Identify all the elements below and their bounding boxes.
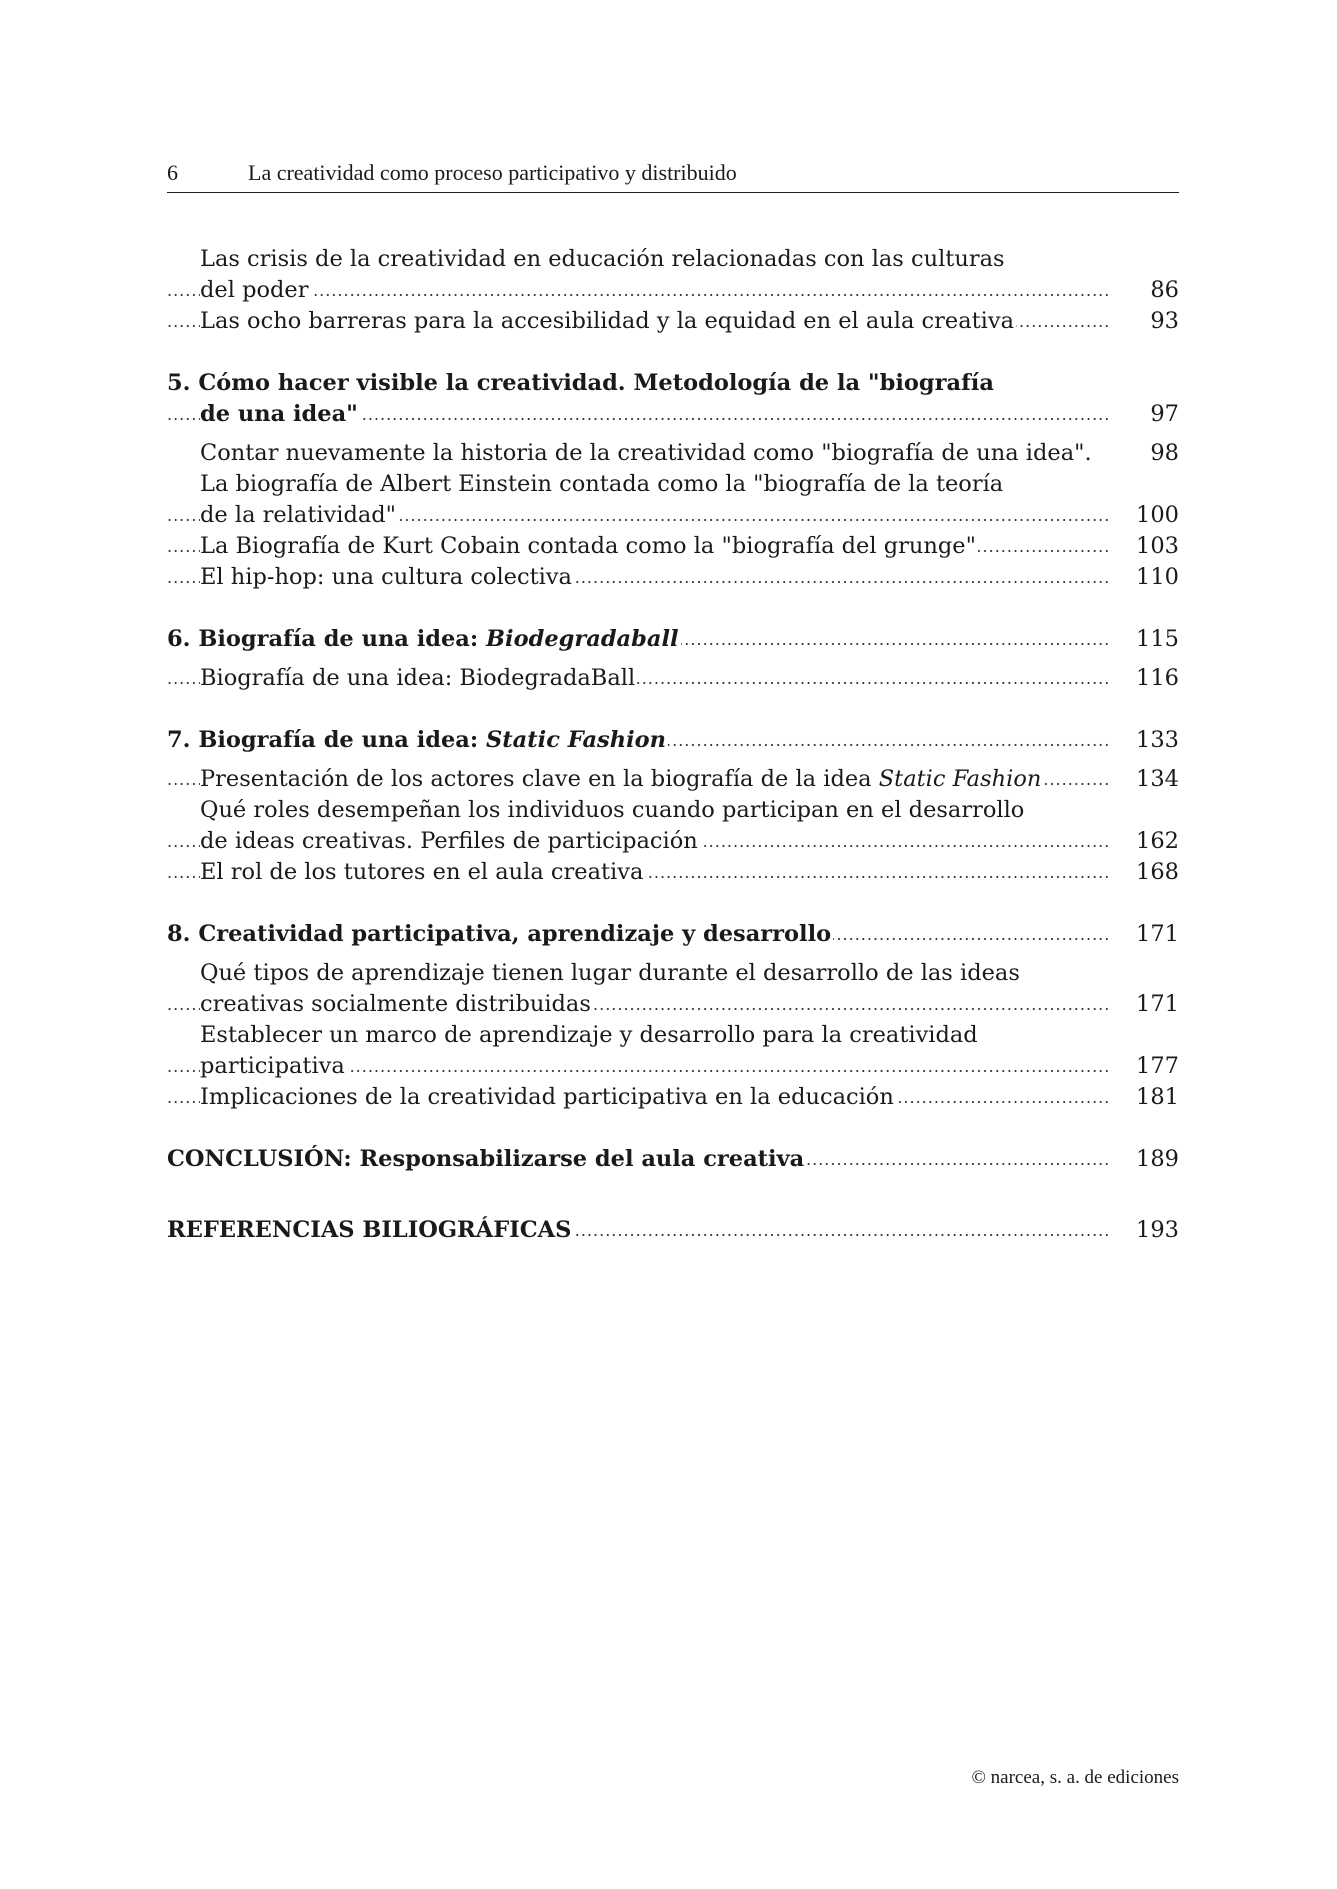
toc-page-number: 168 (1119, 857, 1179, 888)
toc-page-number: 134 (1119, 764, 1179, 795)
toc-page-number: 116 (1119, 663, 1179, 694)
toc-entry-line: ..... Implicaciones de la creatividad participativa en la educación 181 (167, 1082, 1179, 1113)
toc-entry-line: ..... de ideas creativas. Perfiles de participación 162 (167, 826, 1179, 857)
toc-entry-line: ..... Las ocho barreras para la accesibilidad y la equidad en el aula creativa 93 (167, 306, 1179, 337)
toc-page-number: 181 (1119, 1082, 1179, 1113)
toc-chapter-heading: ..... de una idea" 97 (167, 399, 1179, 430)
toc-entry-line: ..... del poder 86 (167, 275, 1179, 306)
toc-page-number: 110 (1119, 562, 1179, 593)
toc-entry-line: ..... Biografía de una idea: BiodegradaBall 116 (167, 663, 1179, 694)
toc-chapter-heading: ..... 6. Biografía de una idea: Biodegradaball 115 (167, 624, 1179, 655)
toc-page-number: 97 (1119, 399, 1179, 430)
toc-page-number: 177 (1119, 1051, 1179, 1082)
toc-page-number: 93 (1119, 306, 1179, 337)
toc-page-number: 115 (1119, 624, 1179, 655)
toc-page-number: 162 (1119, 826, 1179, 857)
toc-page-number: 171 (1119, 919, 1179, 950)
page-number: 6 (167, 160, 178, 185)
toc-page-number: 103 (1119, 531, 1179, 562)
toc-page-number: 86 (1119, 275, 1179, 306)
toc-entry-line: ..... El rol de los tutores en el aula creativa 168 (167, 857, 1179, 888)
toc-page-number: 133 (1119, 725, 1179, 756)
toc-entry-line: ..... participativa 177 (167, 1051, 1179, 1082)
toc-entry-line: ..... creativas socialmente distribuidas 171 (167, 989, 1179, 1020)
toc-references-heading: ..... REFERENCIAS BILIOGRÁFICAS 193 (167, 1215, 1179, 1246)
toc-entry-line: ..... La Biografía de Kurt Cobain contada como la "biografía del grunge" 103 (167, 531, 1179, 562)
toc-page-number: 193 (1119, 1215, 1179, 1246)
toc-page-number: 98 (1119, 438, 1179, 469)
toc-conclusion-heading: ..... CONCLUSIÓN: Responsabilizarse del aula creativa 189 (167, 1144, 1179, 1175)
toc-chapter-heading: ..... 8. Creatividad participativa, aprendizaje y desarrollo 171 (167, 919, 1179, 950)
toc-page-number: 100 (1119, 500, 1179, 531)
toc-page-number: 171 (1119, 989, 1179, 1020)
toc-entry-line: Qué roles desempeñan los individuos cuando participan en el desarrollo (200, 797, 1025, 823)
running-title: La creatividad como proceso participativo y distribuido (248, 160, 737, 185)
toc-entry-line: Qué tipos de aprendizaje tienen lugar durante el desarrollo de las ideas (200, 960, 1020, 986)
table-of-contents (167, 244, 1179, 1246)
toc-entry-line: Establecer un marco de aprendizaje y desarrollo para la creatividad (200, 1022, 978, 1048)
copyright-footer: © narcea, s. a. de ediciones (971, 1767, 1179, 1788)
toc-entry-line: ..... El hip-hop: una cultura colectiva 110 (167, 562, 1179, 593)
toc-chapter-heading: ..... 7. Biografía de una idea: Static Fashion 133 (167, 725, 1179, 756)
toc-entry-line: ..... Presentación de los actores clave en la biografía de la idea Static Fashion 134 (167, 764, 1179, 795)
toc-entry-line: La biografía de Albert Einstein contada como la "biografía de la teoría (200, 471, 1004, 497)
toc-entry-line: ..... de la relatividad" 100 (167, 500, 1179, 531)
page-header (167, 158, 1179, 193)
toc-entry-line: Las crisis de la creatividad en educación relacionadas con las culturas (200, 246, 1005, 272)
toc-page-number: 189 (1119, 1144, 1179, 1175)
toc-entry-line: Contar nuevamente la historia de la creatividad como "biografía de una idea". 98 (167, 438, 1179, 469)
toc-chapter-heading: 5. Cómo hacer visible la creatividad. Metodología de la "biografía (167, 370, 994, 396)
